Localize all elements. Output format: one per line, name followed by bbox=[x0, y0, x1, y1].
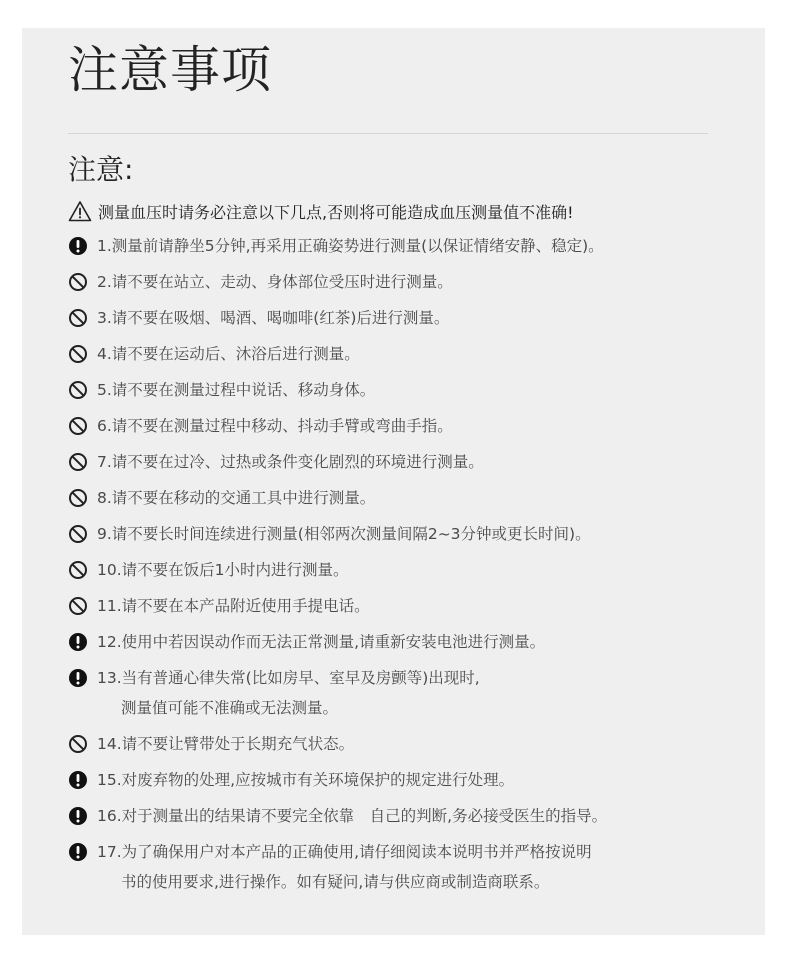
exclamation-circle-icon bbox=[68, 236, 88, 256]
warning-line bbox=[68, 196, 574, 226]
exclamation-circle-icon bbox=[68, 668, 88, 688]
prohibited-icon bbox=[68, 488, 88, 508]
note-text-continuation: 书的使用要求,进行操作。如有疑问,请与供应商或制造商联系。 bbox=[121, 873, 550, 891]
note-text-line: 16.对于测量出的结果请不要完全依靠 自己的判断,务必接受医生的指导。 bbox=[97, 807, 608, 825]
note-text bbox=[97, 555, 758, 585]
note-text-line: 17.为了确保用户对本产品的正确使用,请仔细阅读本说明书并严格按说明 bbox=[97, 843, 592, 861]
note-text-line: 14.请不要让臂带处于长期充气状态。 bbox=[97, 735, 355, 753]
note-text bbox=[97, 267, 758, 297]
prohibited-icon bbox=[68, 524, 88, 544]
title-divider bbox=[68, 133, 708, 134]
note-text bbox=[97, 411, 758, 441]
note-icon bbox=[68, 663, 90, 693]
warning-text: 测量血压时请务必注意以下几点,否则将可能造成血压测量值不准确! bbox=[98, 202, 574, 222]
note-text-line: 12.使用中若因误动作而无法正常测量,请重新安装电池进行测量。 bbox=[97, 633, 546, 651]
note-item bbox=[68, 411, 758, 441]
exclamation-circle-icon bbox=[68, 806, 88, 826]
prohibited-icon bbox=[68, 452, 88, 472]
note-text bbox=[97, 729, 758, 759]
prohibited-icon bbox=[68, 308, 88, 328]
note-text-line: 1.测量前请静坐5分钟,再采用正确姿势进行测量(以保证情绪安静、稳定)。 bbox=[97, 237, 604, 255]
note-icon bbox=[68, 729, 90, 759]
note-text-line: 2.请不要在站立、走动、身体部位受压时进行测量。 bbox=[97, 273, 453, 291]
prohibited-icon bbox=[68, 596, 88, 616]
note-text bbox=[97, 663, 758, 723]
note-icon bbox=[68, 375, 90, 405]
note-icon bbox=[68, 483, 90, 513]
note-item bbox=[68, 231, 758, 261]
note-text-line: 9.请不要长时间连续进行测量(相邻两次测量间隔2~3分钟或更长时间)。 bbox=[97, 525, 591, 543]
note-icon bbox=[68, 411, 90, 441]
note-icon bbox=[68, 447, 90, 477]
note-item bbox=[68, 663, 758, 723]
note-item bbox=[68, 519, 758, 549]
note-icon bbox=[68, 267, 90, 297]
note-item bbox=[68, 627, 758, 657]
note-text bbox=[97, 303, 758, 333]
note-item bbox=[68, 447, 758, 477]
prohibited-icon bbox=[68, 272, 88, 292]
note-icon bbox=[68, 303, 90, 333]
note-text bbox=[97, 765, 758, 795]
note-icon bbox=[68, 837, 90, 867]
note-item bbox=[68, 729, 758, 759]
note-text bbox=[97, 231, 758, 261]
page-title: 注意事项 bbox=[68, 41, 272, 99]
note-text bbox=[97, 591, 758, 621]
note-text-line: 5.请不要在测量过程中说话、移动身体。 bbox=[97, 381, 376, 399]
note-item bbox=[68, 339, 758, 369]
note-item bbox=[68, 303, 758, 333]
note-text-continuation: 测量值可能不准确或无法测量。 bbox=[121, 699, 339, 717]
warning-triangle-icon bbox=[68, 200, 92, 222]
note-icon bbox=[68, 627, 90, 657]
note-text-line: 8.请不要在移动的交通工具中进行测量。 bbox=[97, 489, 376, 507]
note-item bbox=[68, 267, 758, 297]
note-icon bbox=[68, 519, 90, 549]
note-text-line: 11.请不要在本产品附近使用手提电话。 bbox=[97, 597, 370, 615]
note-text-line: 15.对废弃物的处理,应按城市有关环境保护的规定进行处理。 bbox=[97, 771, 515, 789]
prohibited-icon bbox=[68, 344, 88, 364]
notes-list bbox=[68, 231, 758, 903]
note-item bbox=[68, 837, 758, 897]
note-icon bbox=[68, 591, 90, 621]
exclamation-circle-icon bbox=[68, 770, 88, 790]
note-item bbox=[68, 555, 758, 585]
note-icon bbox=[68, 339, 90, 369]
prohibited-icon bbox=[68, 734, 88, 754]
section-heading: 注意: bbox=[68, 153, 134, 186]
note-text bbox=[97, 447, 758, 477]
note-text bbox=[97, 837, 758, 897]
note-text bbox=[97, 627, 758, 657]
note-text-line: 4.请不要在运动后、沐浴后进行测量。 bbox=[97, 345, 360, 363]
notice-panel bbox=[22, 28, 765, 935]
note-text bbox=[97, 375, 758, 405]
note-text-line: 6.请不要在测量过程中移动、抖动手臂或弯曲手指。 bbox=[97, 417, 453, 435]
note-item bbox=[68, 591, 758, 621]
note-text-line: 13.当有普通心律失常(比如房早、室早及房颤等)出现时, bbox=[97, 669, 480, 687]
note-text-line: 3.请不要在吸烟、喝酒、喝咖啡(红茶)后进行测量。 bbox=[97, 309, 450, 327]
prohibited-icon bbox=[68, 560, 88, 580]
note-text-line: 10.请不要在饭后1小时内进行测量。 bbox=[97, 561, 349, 579]
note-icon bbox=[68, 555, 90, 585]
prohibited-icon bbox=[68, 416, 88, 436]
exclamation-circle-icon bbox=[68, 842, 88, 862]
note-icon bbox=[68, 231, 90, 261]
note-icon bbox=[68, 801, 90, 831]
note-text-line: 7.请不要在过冷、过热或条件变化剧烈的环境进行测量。 bbox=[97, 453, 484, 471]
note-icon bbox=[68, 765, 90, 795]
note-item bbox=[68, 765, 758, 795]
note-item bbox=[68, 375, 758, 405]
note-text bbox=[97, 339, 758, 369]
note-text bbox=[97, 483, 758, 513]
prohibited-icon bbox=[68, 380, 88, 400]
note-text bbox=[97, 801, 758, 831]
note-text bbox=[97, 519, 758, 549]
note-item bbox=[68, 483, 758, 513]
note-item bbox=[68, 801, 758, 831]
exclamation-circle-icon bbox=[68, 632, 88, 652]
